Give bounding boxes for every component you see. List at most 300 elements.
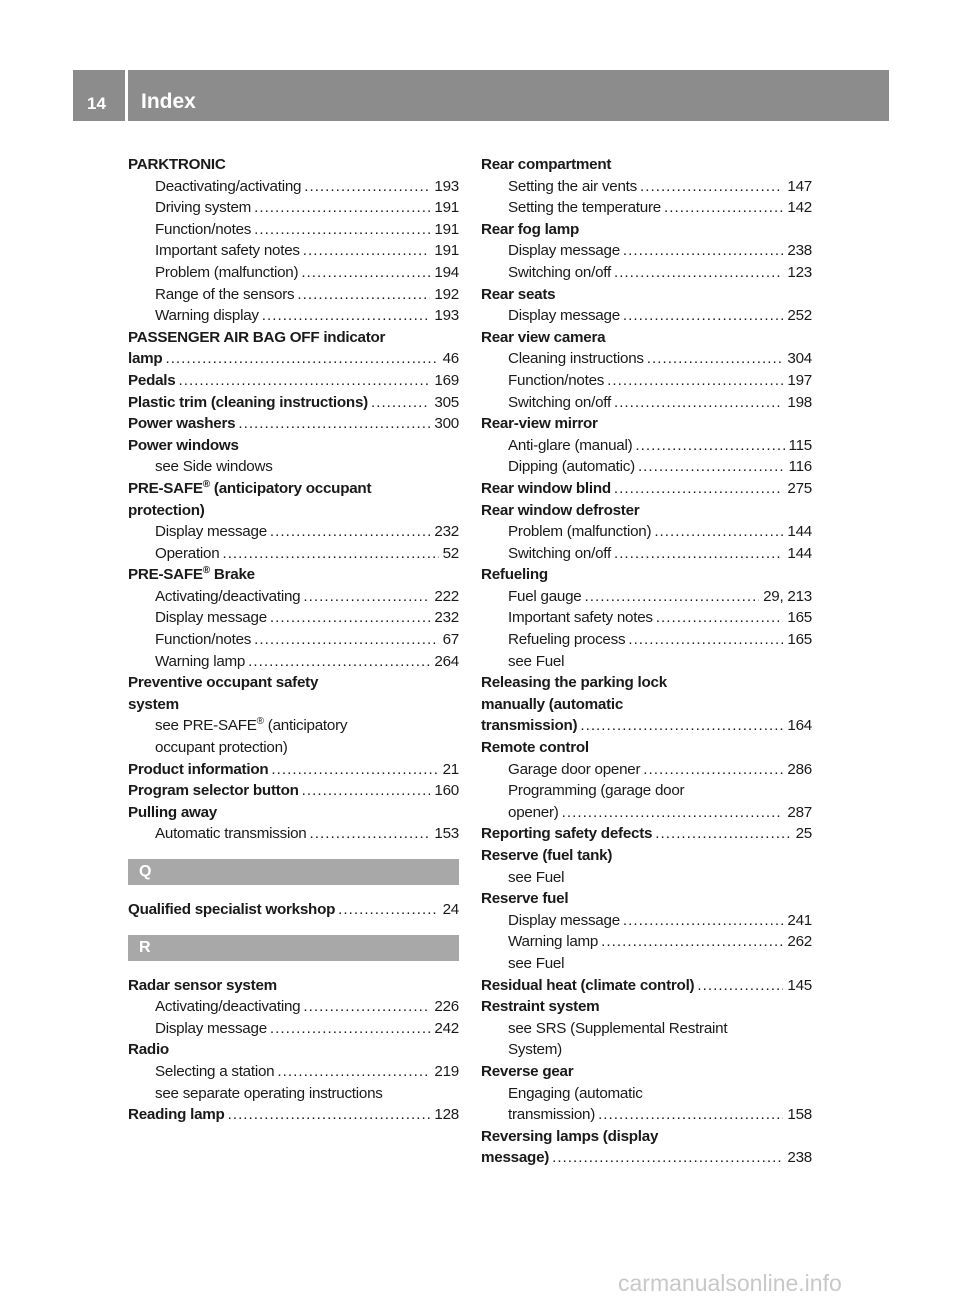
- index-entry: [128, 348, 459, 370]
- index-entry: [481, 478, 812, 500]
- entry-label: [155, 607, 267, 629]
- index-subentry: [481, 521, 812, 543]
- page-ref: 286: [787, 760, 812, 778]
- entry-text: Anti-glare (manual): [508, 436, 633, 454]
- entry-label: [128, 975, 277, 997]
- entry-text: opener): [508, 803, 559, 821]
- entry-label: [508, 586, 582, 608]
- entry-text-continued: Brake: [209, 566, 255, 584]
- index-entry: [128, 413, 459, 435]
- index-entry: [481, 564, 812, 586]
- entry-text: Refueling process: [508, 631, 626, 649]
- dot-leader: [697, 975, 783, 997]
- page-ref: 191: [434, 242, 459, 260]
- entry-label: [508, 348, 644, 370]
- dot-leader: [623, 910, 784, 932]
- entry-label: [155, 197, 251, 219]
- dot-leader: [301, 262, 430, 284]
- index-entry: [128, 802, 459, 824]
- index-subentry: [128, 823, 459, 845]
- entry-list-r: [128, 975, 459, 1126]
- dot-leader: [304, 176, 430, 198]
- entry-text: Warning lamp: [155, 652, 246, 670]
- index-entry: [481, 737, 812, 759]
- index-entry: [128, 564, 459, 586]
- entry-label: [128, 1104, 225, 1126]
- entry-list-p: [128, 154, 459, 845]
- page-ref: 287: [787, 803, 812, 821]
- entry-label: [155, 305, 259, 327]
- page-ref: 160: [434, 782, 459, 800]
- page-ref: 24: [442, 901, 459, 918]
- entry-label: [128, 899, 335, 921]
- entry-text: Deactivating/activating: [155, 177, 302, 195]
- index-entry: [481, 1126, 812, 1148]
- page-ref: 222: [434, 587, 459, 605]
- entry-text: PRE-SAFE: [128, 566, 203, 584]
- dot-leader: [647, 348, 784, 370]
- entry-label: [155, 262, 298, 284]
- entry-text: Function/notes: [155, 631, 252, 649]
- entry-label: [508, 435, 632, 457]
- entry-text: Reporting safety defects: [481, 825, 653, 843]
- entry-text: Important safety notes: [155, 242, 300, 260]
- index-subentry: [481, 370, 812, 392]
- dot-leader: [338, 899, 438, 921]
- page-ref: 197: [787, 371, 812, 389]
- dot-leader: [654, 521, 783, 543]
- entry-label: [155, 823, 307, 845]
- page-ref: 67: [442, 631, 459, 649]
- entry-label: [128, 564, 255, 586]
- index-subentry: [481, 1018, 812, 1040]
- page-number: 14: [87, 94, 106, 113]
- entry-label: [481, 1147, 549, 1169]
- entry-text: Display message: [155, 609, 267, 627]
- dot-leader: [270, 607, 431, 629]
- entry-text: protection): [128, 501, 205, 519]
- entry-text: Engaging (automatic: [508, 1084, 643, 1102]
- entry-text: Plastic trim (cleaning instructions): [128, 393, 368, 411]
- watermark: carmanualsonline.info: [618, 1270, 842, 1296]
- index-entry: [481, 154, 812, 176]
- entry-label: [508, 176, 637, 198]
- dot-leader: [585, 586, 760, 608]
- page-ref: 242: [434, 1019, 459, 1037]
- entry-text: Cleaning instructions: [508, 350, 644, 368]
- dot-leader: [598, 1104, 783, 1126]
- entry-label: [155, 219, 251, 241]
- entry-text: Function/notes: [155, 220, 252, 238]
- entry-label: [155, 586, 300, 608]
- entry-label: [155, 456, 273, 478]
- entry-label: [128, 370, 175, 392]
- entry-text: Remote control: [481, 739, 589, 757]
- page-ref: 264: [434, 652, 459, 670]
- entry-text: system: [128, 695, 179, 713]
- index-subentry: [128, 543, 459, 565]
- entry-label: [508, 651, 564, 673]
- index-subentry: [128, 737, 459, 759]
- index-subentry: [128, 262, 459, 284]
- dot-leader: [238, 413, 430, 435]
- entry-text: Switching on/off: [508, 544, 611, 562]
- index-entry: [481, 715, 812, 737]
- entry-text: PASSENGER AIR BAG OFF indicator: [128, 328, 386, 346]
- entry-text: see SRS (Supplemental Restraint: [508, 1019, 728, 1037]
- entry-label: [128, 1039, 169, 1061]
- index-subentry: [481, 305, 812, 327]
- entry-text: transmission): [481, 717, 578, 735]
- entry-text: Switching on/off: [508, 263, 611, 281]
- index-subentry: [481, 456, 812, 478]
- dot-leader: [297, 284, 430, 306]
- index-subentry: [481, 348, 812, 370]
- entry-label: [481, 219, 579, 241]
- dot-leader: [254, 197, 430, 219]
- dot-leader: [607, 370, 783, 392]
- entry-label: [508, 780, 684, 802]
- dot-leader: [222, 543, 438, 565]
- entry-label: [155, 1018, 267, 1040]
- page-ref: 144: [787, 523, 812, 541]
- entry-text: Qualified specialist workshop: [128, 901, 336, 918]
- page-ref: 165: [787, 609, 812, 627]
- index-entry: [128, 370, 459, 392]
- entry-label: [508, 370, 604, 392]
- page-ref: 193: [434, 307, 459, 325]
- entry-text: Power windows: [128, 436, 239, 454]
- index-subentry: [481, 1083, 812, 1105]
- dot-leader: [623, 305, 784, 327]
- dot-leader: [614, 392, 783, 414]
- index-entry: [481, 413, 812, 435]
- section-header-q: Q: [128, 859, 459, 885]
- entry-text: see Fuel: [508, 954, 565, 972]
- entry-text: Display message: [508, 911, 620, 929]
- dot-leader: [643, 759, 783, 781]
- page-ref: 219: [434, 1062, 459, 1080]
- entry-text: Pulling away: [128, 803, 217, 821]
- registered-mark: ®: [202, 478, 210, 490]
- index-subentry: [128, 521, 459, 543]
- entry-text: see Fuel: [508, 652, 565, 670]
- page-ref: 25: [795, 825, 812, 843]
- entry-text: lamp: [128, 350, 163, 368]
- entry-label: [481, 478, 611, 500]
- index-entry: [481, 823, 812, 845]
- index-entry: [128, 327, 459, 349]
- entry-text: Display message: [155, 1019, 267, 1037]
- registered-mark: ®: [202, 565, 210, 577]
- index-entry: [128, 478, 459, 500]
- entry-text: Operation: [155, 544, 220, 562]
- entry-label: [508, 910, 620, 932]
- entry-text: Selecting a station: [155, 1062, 275, 1080]
- dot-leader: [302, 780, 431, 802]
- page-ref: 164: [787, 717, 812, 735]
- entry-label: [481, 737, 589, 759]
- index-subentry: [128, 607, 459, 629]
- page-ref: 191: [434, 199, 459, 217]
- index-subentry: [481, 543, 812, 565]
- page-ref: 300: [434, 415, 459, 433]
- index-entry: [481, 996, 812, 1018]
- entry-label: [155, 629, 251, 651]
- entry-text: Rear seats: [481, 285, 556, 303]
- index-subentry: [128, 1018, 459, 1040]
- dot-leader: [656, 607, 784, 629]
- entry-text: Display message: [508, 307, 620, 325]
- entry-label: [481, 845, 612, 867]
- entry-text: Reserve (fuel tank): [481, 847, 613, 864]
- section-header-r: R: [128, 935, 459, 961]
- index-entry: [128, 392, 459, 414]
- entry-label: [508, 521, 651, 543]
- index-subentry: [128, 456, 459, 478]
- dot-leader: [580, 715, 783, 737]
- entry-text: see separate operating instructions: [155, 1084, 383, 1102]
- entry-label: [508, 543, 611, 565]
- page-ref: 252: [787, 307, 812, 325]
- index-subentry: [128, 1083, 459, 1105]
- index-entry: [128, 694, 459, 716]
- dot-leader: [165, 348, 438, 370]
- index-entry: [481, 888, 812, 910]
- index-subentry: [128, 219, 459, 241]
- page-ref: 144: [787, 544, 812, 562]
- entry-label: [128, 478, 371, 500]
- entry-label: [155, 996, 300, 1018]
- page-ref: 262: [787, 933, 812, 951]
- dot-leader: [178, 370, 430, 392]
- entry-text: see PRE-SAFE: [155, 717, 257, 735]
- index-subentry: [481, 586, 812, 608]
- page-ref: 169: [434, 371, 459, 389]
- entry-text: Rear view camera: [481, 328, 606, 346]
- index-entry: [128, 1039, 459, 1061]
- index-subentry: [481, 780, 812, 802]
- page-ref: 238: [787, 242, 812, 260]
- entry-text: Residual heat (climate control): [481, 976, 695, 994]
- entry-label: [481, 672, 667, 694]
- dot-leader: [303, 996, 430, 1018]
- index-subentry: [481, 392, 812, 414]
- entry-label: [128, 154, 226, 176]
- entry-text: transmission): [508, 1106, 596, 1124]
- index-entry: [481, 975, 812, 997]
- entry-label: [128, 694, 179, 716]
- index-entry: [481, 1061, 812, 1083]
- entry-text: see Fuel: [508, 868, 565, 886]
- entry-text: System): [508, 1041, 562, 1059]
- dot-leader: [248, 651, 430, 673]
- page-ref: 275: [787, 479, 812, 497]
- entry-label: [481, 888, 568, 910]
- entry-label: [508, 1018, 727, 1040]
- dot-leader: [638, 456, 785, 478]
- index-subentry: [481, 759, 812, 781]
- dot-leader: [635, 435, 784, 457]
- entry-text: Rear compartment: [481, 156, 612, 173]
- entry-label: [128, 327, 385, 349]
- entry-text: message): [481, 1149, 550, 1167]
- page-ref: 123: [787, 263, 812, 281]
- entry-label: [481, 975, 694, 997]
- entry-label: [128, 392, 368, 414]
- entry-label: [155, 1083, 383, 1105]
- page-ref: 192: [434, 285, 459, 303]
- entry-text: Setting the temperature: [508, 199, 661, 217]
- page-ref: 153: [434, 825, 459, 843]
- page-ref: 304: [787, 350, 812, 368]
- entry-text: Driving system: [155, 199, 252, 217]
- entry-text: Problem (malfunction): [155, 263, 299, 281]
- index-entry: [481, 219, 812, 241]
- index-subentry: [128, 240, 459, 262]
- index-entry: [128, 672, 459, 694]
- page-ref: 193: [434, 177, 459, 195]
- entry-text: PRE-SAFE: [128, 479, 203, 497]
- index-subentry: [481, 176, 812, 198]
- entry-label: [128, 348, 162, 370]
- entry-text: Automatic transmission: [155, 825, 307, 843]
- entry-text: Warning display: [155, 307, 259, 325]
- entry-text: Rear window blind: [481, 479, 611, 497]
- entry-text-continued: (anticipatory: [263, 717, 348, 735]
- dot-leader: [655, 823, 791, 845]
- entry-label: [508, 392, 611, 414]
- dot-leader: [254, 629, 438, 651]
- page-ref: 158: [787, 1106, 812, 1124]
- entry-text: Display message: [508, 242, 620, 260]
- entry-text: Product information: [128, 760, 269, 778]
- entry-label: [155, 737, 288, 759]
- entry-text: Radio: [128, 1041, 169, 1059]
- index-entry: [481, 327, 812, 349]
- page-title: Index: [141, 90, 196, 113]
- index-subentry: [481, 629, 812, 651]
- entry-label: [155, 651, 245, 673]
- entry-text: Releasing the parking lock: [481, 674, 667, 692]
- index-entry: [128, 500, 459, 522]
- page-ref: 46: [442, 350, 459, 368]
- index-entry: [481, 500, 812, 522]
- page-ref: 194: [434, 263, 459, 281]
- entry-label: [481, 715, 577, 737]
- entry-label: [508, 953, 564, 975]
- index-entry: [481, 1147, 812, 1169]
- entry-text: Activating/deactivating: [155, 998, 301, 1016]
- page-ref: 116: [788, 458, 812, 476]
- entry-text: manually (automatic: [481, 695, 624, 713]
- entry-text: Program selector button: [128, 782, 299, 800]
- index-subentry: [481, 1104, 812, 1126]
- entry-label: [508, 1039, 562, 1061]
- entry-label: [481, 694, 623, 716]
- index-entry: [481, 284, 812, 306]
- entry-label: [481, 284, 555, 306]
- dot-leader: [303, 586, 430, 608]
- page-ref: 52: [442, 544, 459, 562]
- entry-text: Restraint system: [481, 998, 600, 1016]
- index-column-right: [481, 154, 812, 1169]
- index-entry: [481, 694, 812, 716]
- entry-label: [481, 823, 652, 845]
- entry-text: Preventive occupant safety: [128, 674, 319, 692]
- dot-leader: [270, 1018, 431, 1040]
- index-subentry: [481, 953, 812, 975]
- entry-label: [155, 284, 294, 306]
- entry-list-r-continued: [481, 154, 812, 1169]
- entry-text: Dipping (automatic): [508, 458, 635, 476]
- entry-label: [481, 1061, 573, 1083]
- entry-text: PARKTRONIC: [128, 156, 226, 173]
- entry-label: [481, 500, 639, 522]
- entry-text: Reading lamp: [128, 1106, 225, 1124]
- entry-label: [508, 931, 598, 953]
- entry-label: [508, 262, 611, 284]
- entry-label: [508, 456, 635, 478]
- entry-text: Fuel gauge: [508, 587, 582, 605]
- entry-text: Switching on/off: [508, 393, 611, 411]
- entry-label: [128, 802, 217, 824]
- page-ref: 226: [434, 998, 459, 1016]
- entry-text: Activating/deactivating: [155, 587, 301, 605]
- index-subentry: [481, 240, 812, 262]
- entry-text: Power washers: [128, 415, 236, 433]
- page-ref: 191: [434, 220, 459, 238]
- entry-label: [481, 413, 598, 435]
- entry-label: [155, 240, 300, 262]
- index-subentry: [128, 715, 459, 737]
- dot-leader: [270, 521, 431, 543]
- dot-leader: [371, 392, 430, 414]
- index-subentry: [481, 651, 812, 673]
- index-subentry: [128, 305, 459, 327]
- entry-label: [155, 521, 267, 543]
- entry-text: Reserve fuel: [481, 890, 569, 908]
- entry-label: [508, 240, 620, 262]
- page-ref: 232: [434, 523, 459, 541]
- page-ref: 145: [787, 976, 812, 994]
- page-ref: 128: [434, 1106, 459, 1124]
- index-subentry: [128, 1061, 459, 1083]
- page-ref: 21: [442, 760, 459, 778]
- registered-mark: ®: [256, 716, 264, 728]
- index-subentry: [481, 262, 812, 284]
- entry-text: Important safety notes: [508, 609, 653, 627]
- entry-label: [508, 197, 661, 219]
- index-subentry: [128, 651, 459, 673]
- dot-leader: [254, 219, 430, 241]
- dot-leader: [628, 629, 783, 651]
- index-subentry: [481, 802, 812, 824]
- dot-leader: [562, 802, 784, 824]
- entry-text: Pedals: [128, 371, 176, 389]
- entry-text: Reverse gear: [481, 1062, 574, 1080]
- index-subentry: [128, 197, 459, 219]
- index-subentry: [128, 629, 459, 651]
- page-ref: 142: [787, 199, 812, 217]
- page-ref: 305: [434, 393, 459, 411]
- entry-text: see Side windows: [155, 458, 273, 476]
- page-ref: 232: [434, 609, 459, 627]
- dot-leader: [271, 759, 438, 781]
- entry-label: [128, 780, 299, 802]
- entry-label: [508, 305, 620, 327]
- index-entry: [128, 1104, 459, 1126]
